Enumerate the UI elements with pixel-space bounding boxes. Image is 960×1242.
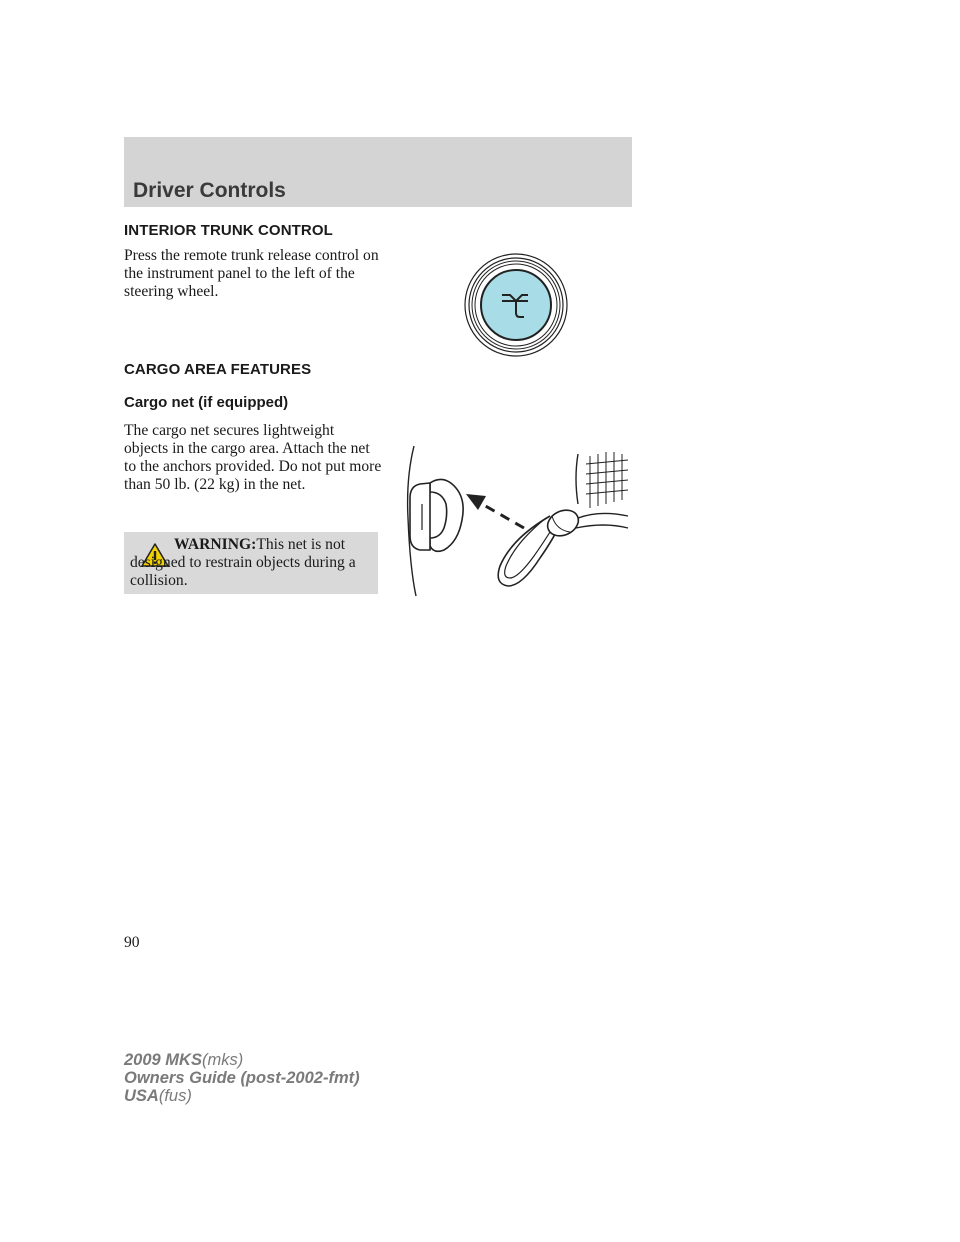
- section-heading-cargo-area-features: CARGO AREA FEATURES: [124, 361, 312, 378]
- cargo-net-anchor-illustration: [400, 438, 632, 602]
- page-title: Driver Controls: [133, 179, 286, 202]
- footer: [124, 1051, 360, 1105]
- section-header-band: [124, 137, 632, 207]
- cargo-net-paragraph: The cargo net secures lightweight objects in the cargo area. Attach the net to the anchors provided. Do not put more than 50 lb. (22 kg) in the net.: [124, 422, 382, 493]
- trunk-release-button-icon: [462, 253, 570, 361]
- subheading-cargo-net: Cargo net (if equipped): [124, 394, 289, 411]
- section-heading-interior-trunk-control: INTERIOR TRUNK CONTROL: [124, 222, 333, 239]
- trunk-control-paragraph: Press the remote trunk release control on the instrument panel to the left of the steering wheel.: [124, 247, 379, 300]
- warning-box: [124, 532, 378, 594]
- warning-text: This net is not designed to restrain objects during a collision.: [130, 536, 356, 589]
- warning-label: WARNING:: [174, 536, 257, 553]
- footer-line-2: Owners Guide (post-2002-fmt): [124, 1069, 360, 1087]
- footer-line-3: USA(fus): [124, 1087, 192, 1105]
- page-number: 90: [124, 934, 140, 951]
- warning-paragraph: [130, 536, 376, 590]
- footer-line-1: 2009 MKS(mks): [124, 1051, 244, 1069]
